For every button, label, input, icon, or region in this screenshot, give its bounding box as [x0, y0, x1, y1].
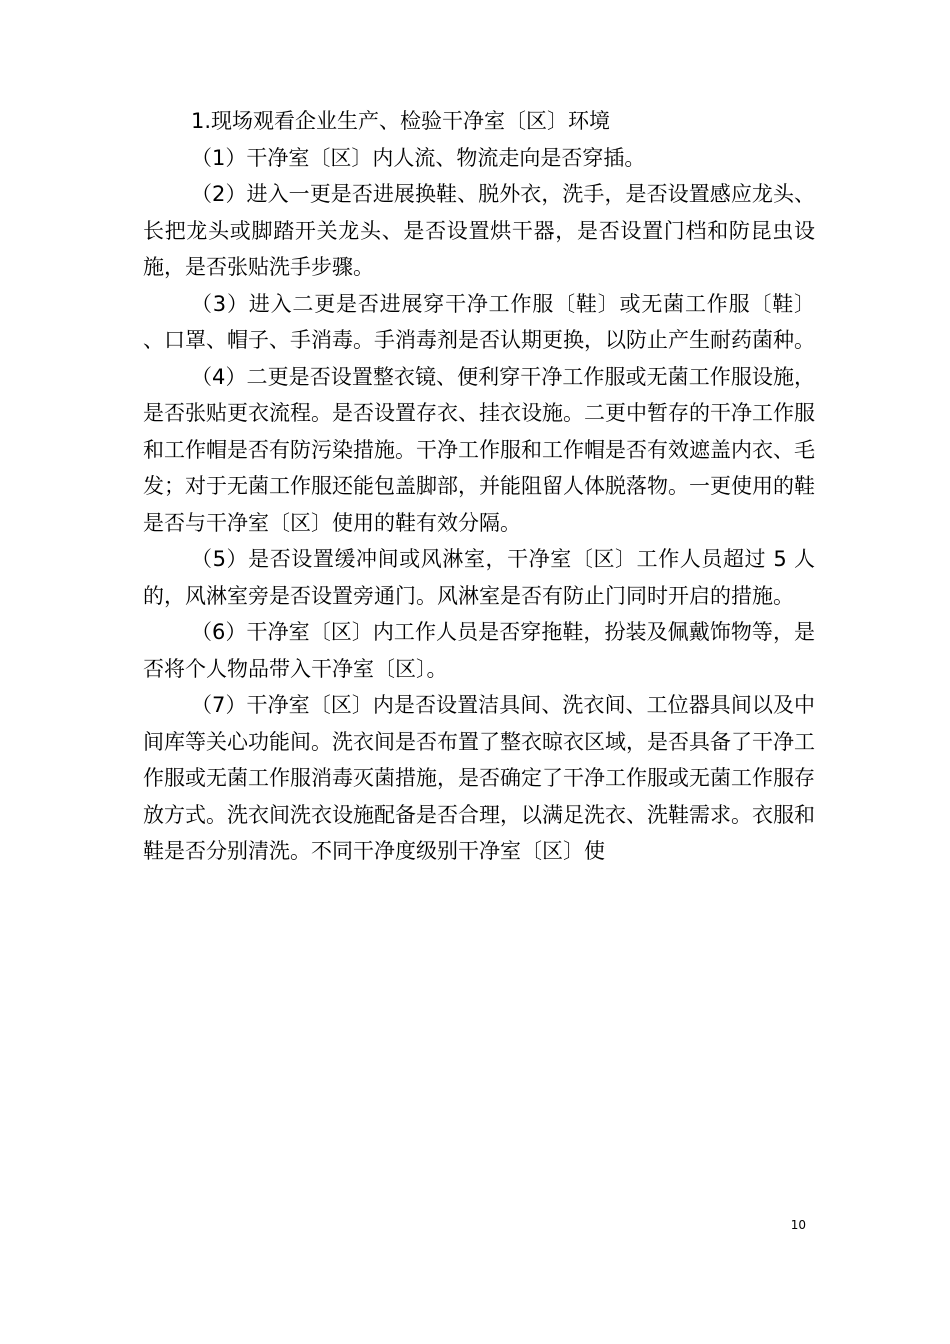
paragraph-4: （4）二更是否设置整衣镜、便利穿干净工作服或无菌工作服设施，是否张贴更衣流程。是否设置存衣、挂衣设施。二更中暂存的干净工作服和工作帽是否有防污染措施。干净工作服和工作帽是否有效遮盖内衣、毛发；对于无菌工作服还能包盖脚部，并能阻留人体脱落物。一更使用的鞋是否与干净室〔区〕使用的鞋有效分隔。: [143, 364, 815, 535]
paragraph-3: （3）进入二更是否进展穿干净工作服〔鞋〕或无菌工作服〔鞋〕 、口罩、帽子、手消毒。手消毒剂是否认期更换，以防止产生耐药菌种。: [143, 291, 815, 352]
document-body: [143, 103, 815, 870]
paragraph-2: （2）进入一更是否进展换鞋、脱外衣，洗手，是否设置感应龙头、长把龙头或脚踏开关龙头、是否设置烘干器，是否设置门档和防昆虫设施，是否张贴洗手步骤。: [143, 182, 815, 279]
paragraph-1: （1）干净室〔区〕内人流、物流走向是否穿插。: [191, 145, 646, 170]
section-heading: 1.现场观看企业生产、检验干净室〔区〕环境: [191, 109, 611, 133]
paragraph-5: （5）是否设置缓冲间或风淋室，干净室〔区〕工作人员超过 5 人的，风淋室旁是否设置旁通门。风淋室是否有防止门同时开启的措施。: [143, 547, 815, 608]
page-number: 10: [790, 1218, 806, 1232]
paragraph-7: （7）干净室〔区〕内是否设置洁具间、洗衣间、工位器具间以及中间库等关心功能间。洗衣间是否布置了整衣晾衣区域，是否具备了干净工作服或无菌工作服消毒灭菌措施，是否确定了干净工作服或无菌工作服存放方式。洗衣间洗衣设施配备是否合理，以满足洗衣、洗鞋需求。衣服和鞋是否分别清洗。不同干净度级别干净室〔区〕使: [143, 693, 815, 863]
paragraph-6: （6）干净室〔区〕内工作人员是否穿拖鞋，扮装及佩戴饰物等，是否将个人物品带入干净室〔区〕。: [143, 620, 815, 681]
